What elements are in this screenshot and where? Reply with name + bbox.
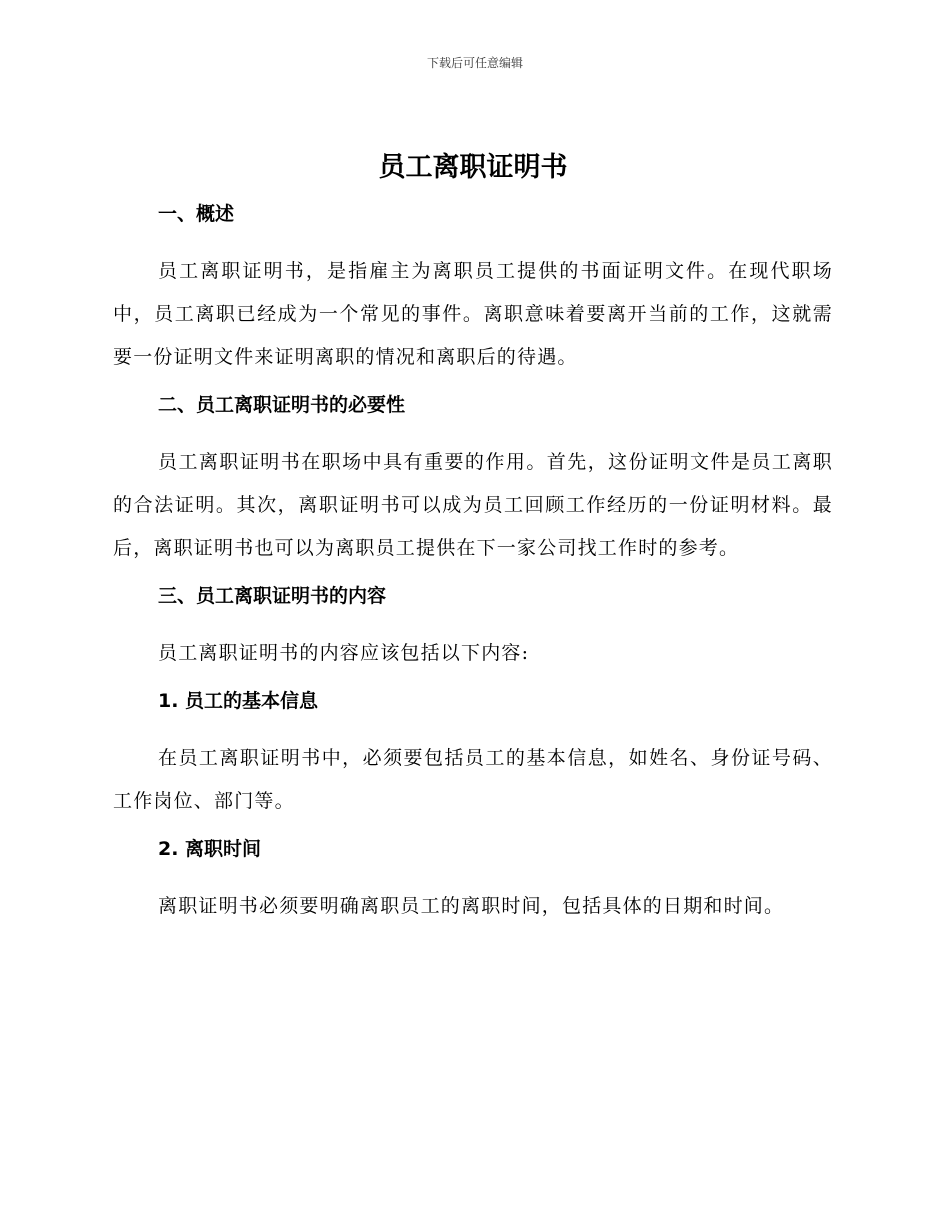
section-necessity bbox=[113, 391, 833, 570]
section-content bbox=[113, 582, 833, 675]
document-body bbox=[113, 148, 833, 940]
section-paragraph: 员工离职证明书，是指雇主为离职员工提供的书面证明文件。在现代职场中，员工离职已经成为一个常见的事件。离职意味着要离开当前的工作，这就需要一份证明文件来证明离职的情况和离职后的待遇。 bbox=[113, 260, 833, 368]
section-heading: 1. 员工的基本信息 bbox=[158, 690, 319, 712]
section-heading: 二、员工离职证明书的必要性 bbox=[158, 394, 406, 416]
section-heading: 三、员工离职证明书的内容 bbox=[158, 585, 387, 607]
section-heading: 一、概述 bbox=[158, 203, 235, 225]
section-heading: 2. 离职时间 bbox=[158, 838, 262, 860]
section-leave-time bbox=[113, 835, 833, 928]
document-title: 员工离职证明书 bbox=[378, 152, 568, 183]
page-header-note: 下载后可任意编辑 bbox=[426, 56, 523, 70]
section-basic-info bbox=[113, 687, 833, 823]
section-overview bbox=[113, 200, 833, 379]
section-paragraph: 员工离职证明书在职场中具有重要的作用。首先，这份证明文件是员工离职的合法证明。其次，离职证明书可以成为员工回顾工作经历的一份证明材料。最后，离职证明书也可以为离职员工提供在下一家公司找工作时的参考。 bbox=[113, 451, 833, 559]
section-paragraph: 员工离职证明书的内容应该包括以下内容: bbox=[158, 642, 530, 664]
section-paragraph: 在员工离职证明书中，必须要包括员工的基本信息，如姓名、身份证号码、工作岗位、部门等。 bbox=[113, 747, 833, 812]
section-paragraph: 离职证明书必须要明确离职员工的离职时间，包括具体的日期和时间。 bbox=[158, 895, 785, 917]
